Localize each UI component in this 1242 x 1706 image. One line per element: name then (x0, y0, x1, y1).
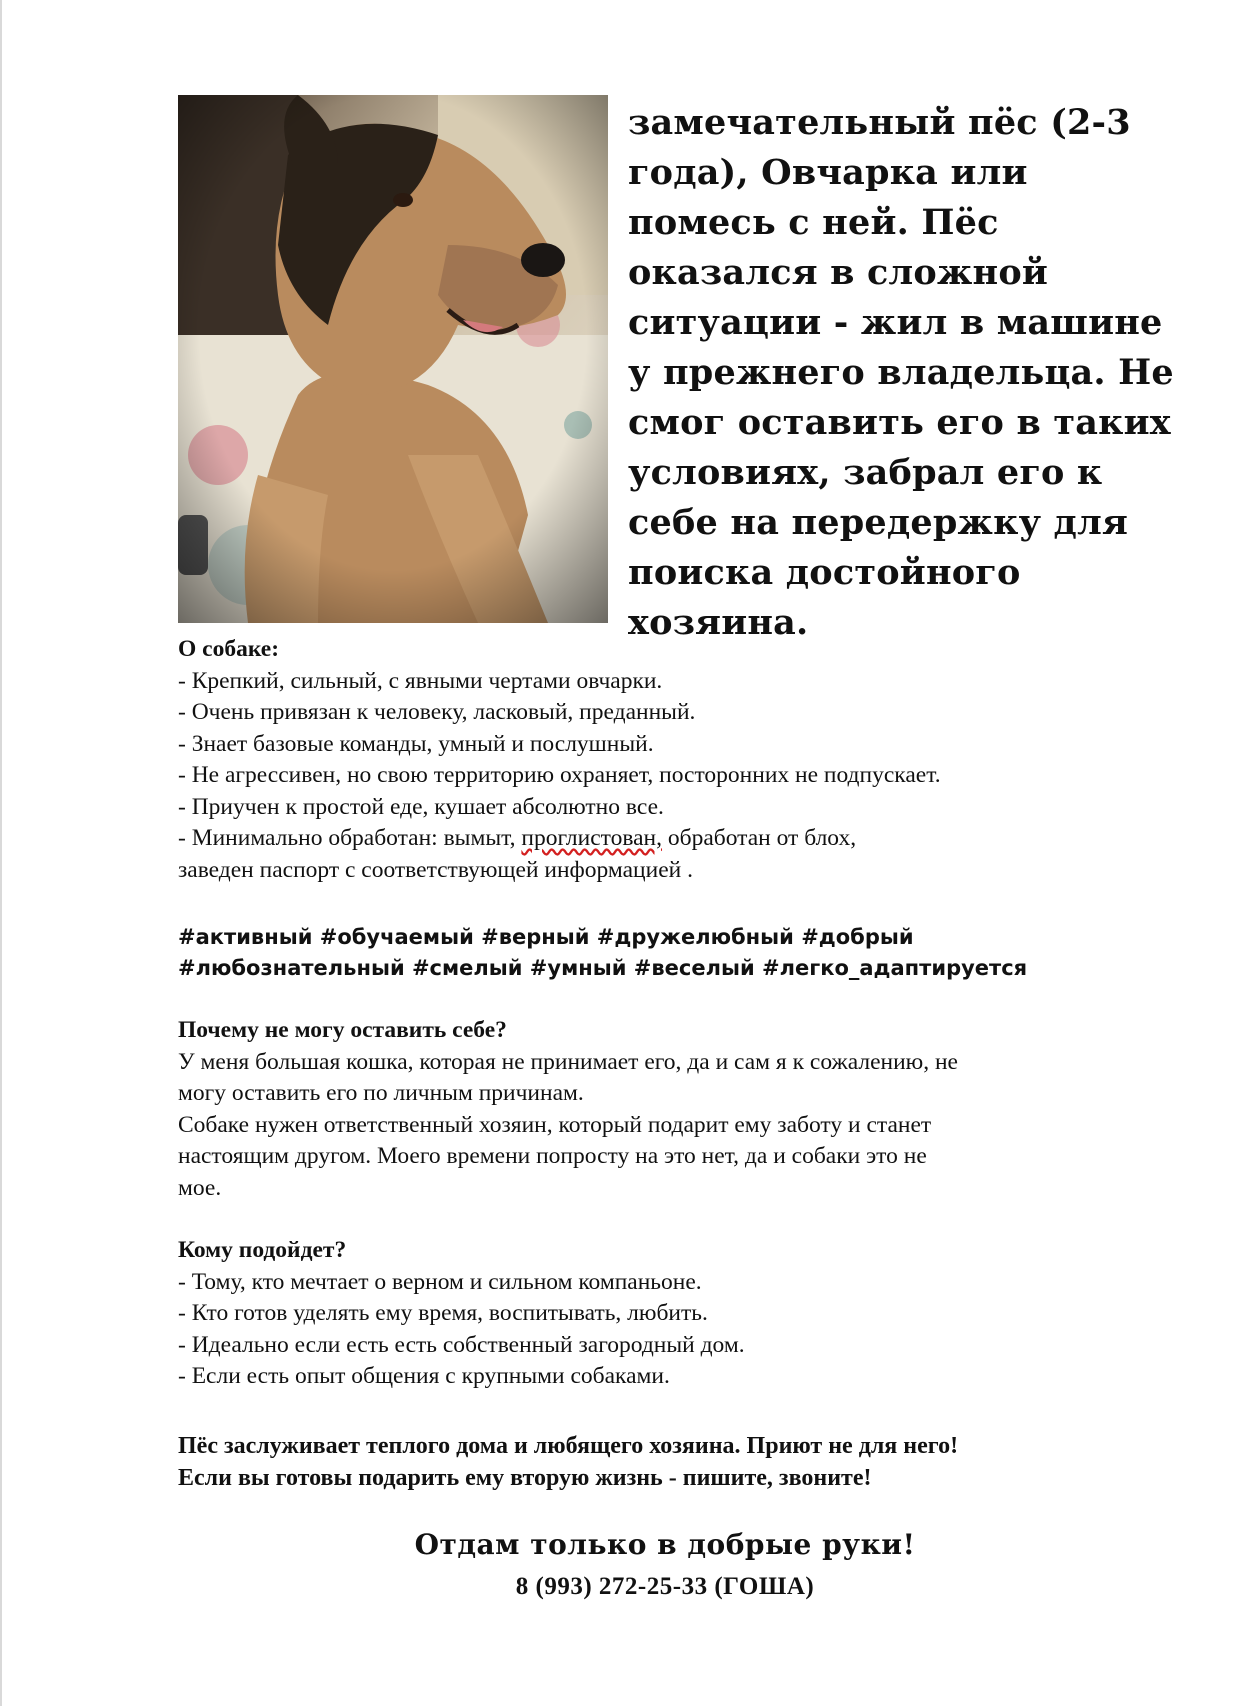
closing-text (178, 1430, 1178, 1494)
intro-line: поиска достойного (628, 552, 1021, 593)
dog-photo-icon (178, 95, 608, 623)
hashtags (178, 922, 1178, 984)
about-section (178, 634, 1178, 886)
list-item: - Не агрессивен, но свою территорию охраняет, посторонних не подпускает. (178, 762, 941, 788)
intro-line: замечательный пёс (2-3 (628, 102, 1131, 143)
phone-number: 8 (993) 272-25-33 (ГОША) (515, 1573, 815, 1600)
intro-line: оказался в сложной (628, 252, 1049, 293)
intro-line: помесь с ней. Пёс (628, 202, 999, 243)
intro-text (628, 98, 1174, 648)
list-item: - Если есть опыт общения с крупными собаками. (178, 1363, 670, 1389)
paragraph-line: Собаке нужен ответственный хозяин, который подарит ему заботу и станет (178, 1111, 932, 1138)
about-heading: О собаке: (178, 636, 280, 662)
intro-line: ситуации - жил в машине (628, 302, 1163, 343)
dog-photo (178, 95, 608, 623)
paragraph-line: настоящим другом. Моего времени попросту на это нет, да и собаки это не (178, 1143, 927, 1169)
intro-line: себе на передержку для (628, 502, 1129, 543)
why-heading: Почему не могу оставить себе? (178, 1017, 507, 1043)
paragraph-line: мое. (178, 1174, 222, 1201)
page-edge (0, 0, 2, 1706)
list-item: - Тому, кто мечтает о верном и сильном компаньоне. (178, 1268, 702, 1295)
intro-line: года), Овчарка или (628, 152, 1028, 193)
paragraph-line: У меня большая кошка, которая не принимает его, да и сам я к сожалению, не (178, 1048, 958, 1075)
list-item: - Очень привязан к человеку, ласковый, преданный. (178, 699, 696, 725)
suits-heading: Кому подойдет? (178, 1237, 347, 1263)
list-item (178, 823, 1178, 855)
list-item: - Знает базовые команды, умный и послушный. (178, 730, 654, 757)
intro-line: хозяина. (628, 602, 809, 643)
intro-line: смог оставить его в таких (628, 402, 1171, 443)
intro-line: у прежнего владельца. Не (628, 352, 1174, 393)
misspelled-word: проглистован, (521, 825, 663, 851)
closing-line: Если вы готовы подарить ему вторую жизнь - пишите, звоните! (178, 1465, 872, 1491)
list-item-end: обработан от блох, (662, 825, 857, 851)
paragraph-line: могу оставить его по личным причинам. (178, 1080, 584, 1106)
hashtag-line: #активный #обучаемый #верный #дружелюбный #добрый (178, 925, 914, 949)
suits-section (178, 1235, 1178, 1393)
list-item: - Крепкий, сильный, с явными чертами овчарки. (178, 667, 663, 694)
list-item: - Идеально если есть есть собственный загородный дом. (178, 1331, 745, 1358)
intro-line: условиях, забрал его к (628, 452, 1103, 493)
list-item-start: - Минимально обработан: вымыт, (178, 825, 522, 851)
list-item: - Кто готов уделять ему время, воспитывать, любить. (178, 1300, 708, 1326)
call-to-action: Отдам только в добрые руки! (414, 1528, 916, 1561)
hashtag-line: #любознательный #смелый #умный #веселый #легко_адаптируется (178, 956, 1028, 980)
list-item: заведен паспорт с соответствующей информацией . (178, 856, 693, 883)
why-section (178, 1015, 1178, 1204)
list-item: - Приучен к простой еде, кушает абсолютно все. (178, 793, 664, 820)
closing-line: Пёс заслуживает теплого дома и любящего хозяина. Приют не для него! (178, 1433, 959, 1459)
